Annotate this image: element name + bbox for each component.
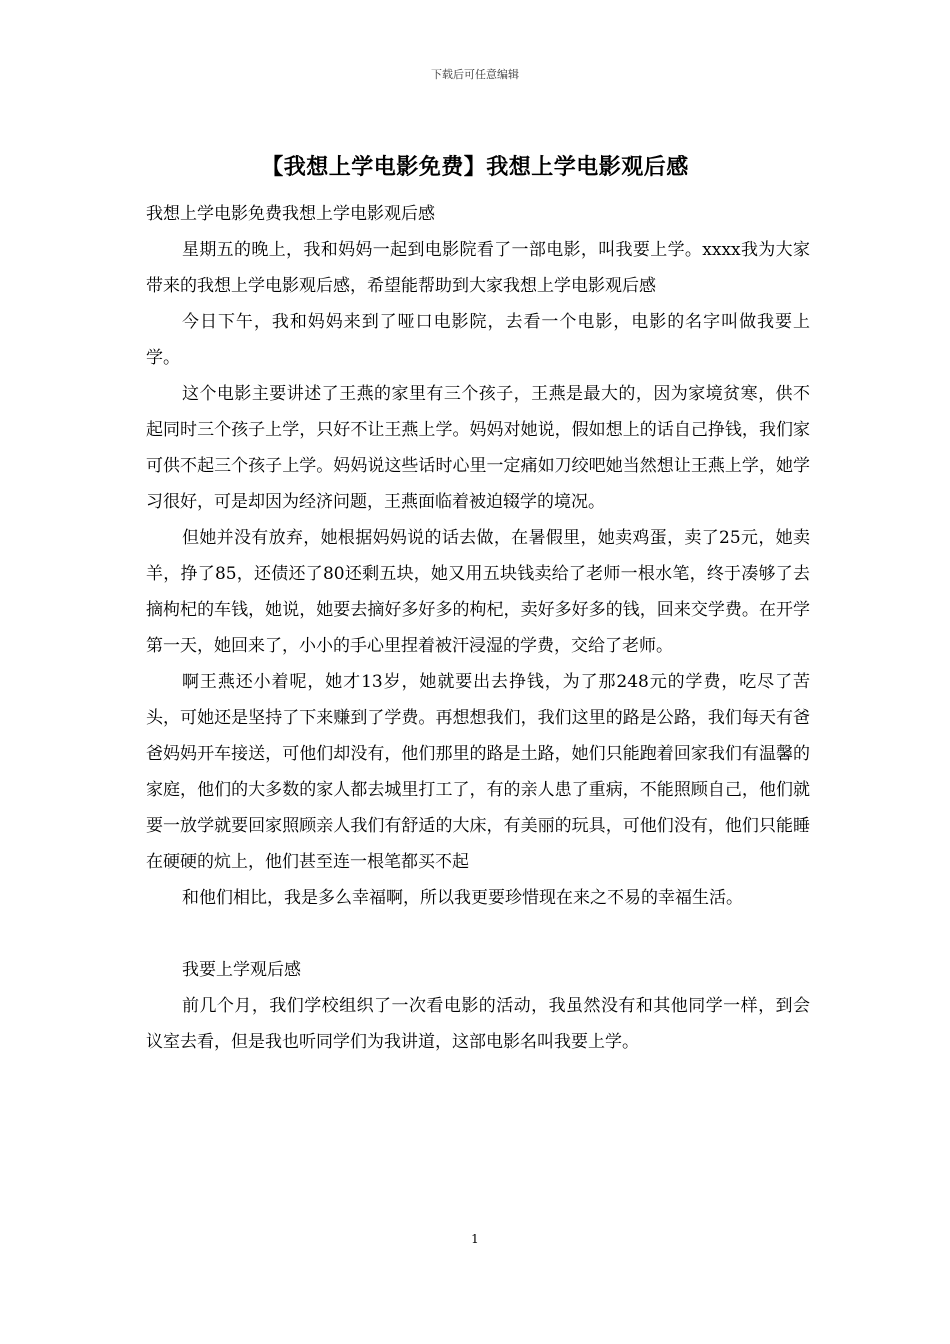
paragraph: 星期五的晚上，我和妈妈一起到电影院看了一部电影，叫我要上学。xxxx我为大家带来的我想上学电影观后感，希望能帮助到大家我想上学电影观后感: [146, 240, 810, 296]
paragraph: 今日下午，我和妈妈来到了哑口电影院，去看一个电影，电影的名字叫做我要上学。: [146, 312, 810, 368]
document-title: 【我想上学电影免费】我想上学电影观后感: [261, 155, 689, 180]
paragraph: 和他们相比，我是多么幸福啊，所以我更要珍惜现在来之不易的幸福生活。: [182, 888, 743, 908]
page-number: 1: [471, 1232, 479, 1246]
page-header-note: 下载后可任意编辑: [431, 68, 519, 81]
section-heading: 我要上学观后感: [182, 960, 301, 980]
paragraph: 这个电影主要讲述了王燕的家里有三个孩子，王燕是最大的，因为家境贫寒，供不起同时三个孩子上学，只好不让王燕上学。妈妈对她说，假如想上的话自己挣钱，我们家可供不起三个孩子上学。妈妈说这些话时心里一定痛如刀绞吧她当然想让王燕上学，她学习很好，可是却因为经济问题，王燕面临着被迫辍学的境况。: [146, 384, 810, 512]
paragraph: 但她并没有放弃，她根据妈妈说的话去做，在暑假里，她卖鸡蛋，卖了25元，她卖羊，挣了85，还债还了80还剩五块，她又用五块钱卖给了老师一根水笔，终于凑够了去摘枸杞的车钱，她说，她要去摘好多好多的枸杞，卖好多好多的钱，回来交学费。在开学第一天，她回来了，小小的手心里捏着被汗浸湿的学费，交给了老师。: [146, 528, 810, 656]
document-subtitle: 我想上学电影免费我想上学电影观后感: [146, 204, 435, 224]
paragraph: 前几个月，我们学校组织了一次看电影的活动，我虽然没有和其他同学一样，到会议室去看，但是我也听同学们为我讲道，这部电影名叫我要上学。: [146, 996, 810, 1052]
document-body: [146, 196, 810, 1060]
paragraph: 啊王燕还小着呢，她才13岁，她就要出去挣钱，为了那248元的学费，吃尽了苦头，可她还是坚持了下来赚到了学费。再想想我们，我们这里的路是公路，我们每天有爸爸妈妈开车接送，可他们却没有，他们那里的路是土路，她们只能跑着回家我们有温馨的家庭，他们的大多数的家人都去城里打工了，有的亲人患了重病，不能照顾自己，他们就要一放学就要回家照顾亲人我们有舒适的大床，有美丽的玩具，可他们没有，他们只能睡在硬硬的炕上，他们甚至连一根笔都买不起: [146, 672, 810, 872]
